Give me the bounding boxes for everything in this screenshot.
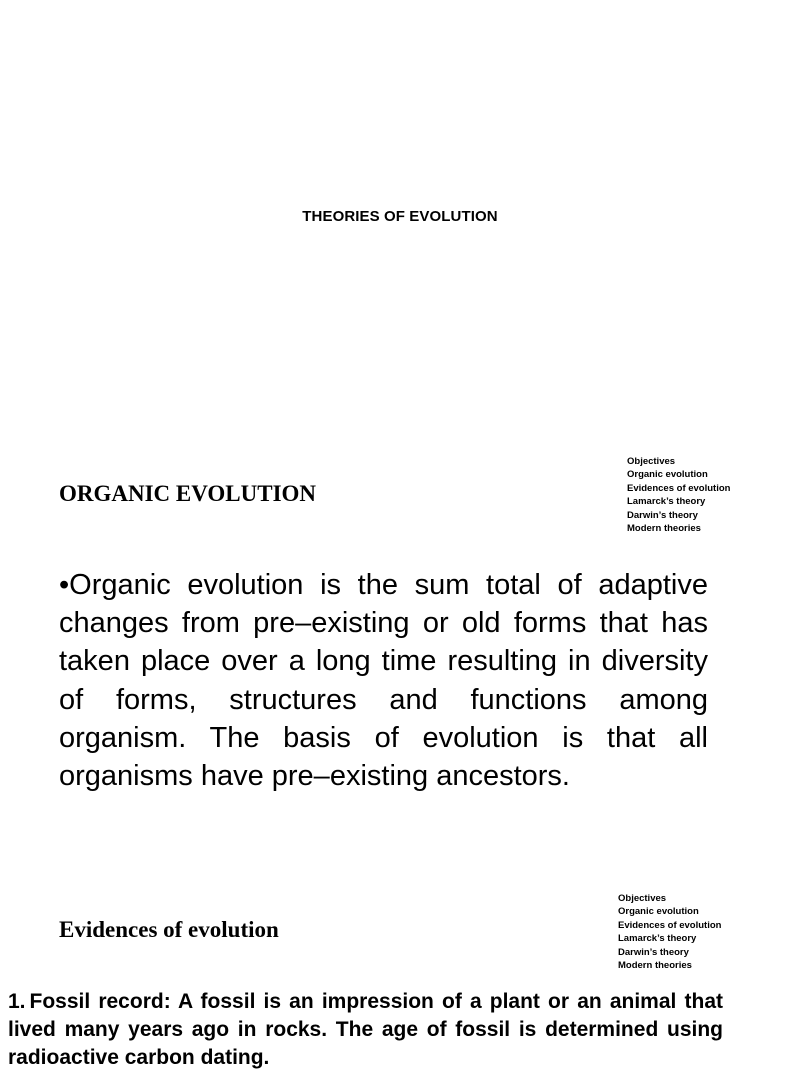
item-number: 1. <box>8 990 26 1013</box>
nav-item-lamarcks-theory[interactable]: Lamarck’s theory <box>618 933 697 945</box>
nav-item-darwins-theory[interactable]: Darwin’s theory <box>627 509 698 521</box>
nav-item-darwins-theory[interactable]: Darwin’s theory <box>618 946 689 958</box>
section-heading-evidences: Evidences of evolution <box>59 917 279 942</box>
organic-evolution-slide <box>0 440 768 870</box>
document-title: THEORIES OF EVOLUTION <box>302 208 498 225</box>
fossil-record-text: Fossil record: A fossil is an impression of a plant or an animal that lived many years ago in rocks. The age of fossil is determined using radioactive carbon dating. <box>8 990 723 1069</box>
nav-item-objectives[interactable]: Objectives <box>618 893 667 904</box>
evidences-slide <box>0 870 768 1069</box>
nav-item-modern-theories[interactable]: Modern theories <box>627 523 701 535</box>
title-slide <box>0 0 768 440</box>
nav-item-modern-theories[interactable]: Modern theories <box>618 960 692 972</box>
nav-item-evidences-of-evolution[interactable]: Evidences of evolution <box>618 919 722 931</box>
slide-nav-list <box>627 455 730 535</box>
slide-nav-list <box>618 892 721 972</box>
nav-item-objectives[interactable]: Objectives <box>627 456 676 467</box>
nav-item-organic-evolution[interactable]: Organic evolution <box>618 906 699 918</box>
section-heading-organic-evolution: ORGANIC EVOLUTION <box>59 481 317 506</box>
fossil-record-item <box>8 988 723 1072</box>
organic-evolution-paragraph: •Organic evolution is the sum total of adaptive changes from pre–existing or old forms that has taken place over a long time resulting in diversity of forms, structures and functions among organism. The basis of evolution is that all organisms have pre–existing ancestors. <box>59 569 708 793</box>
nav-item-organic-evolution[interactable]: Organic evolution <box>627 469 708 481</box>
nav-item-lamarcks-theory[interactable]: Lamarck’s theory <box>627 496 706 508</box>
nav-item-evidences-of-evolution[interactable]: Evidences of evolution <box>627 482 731 494</box>
